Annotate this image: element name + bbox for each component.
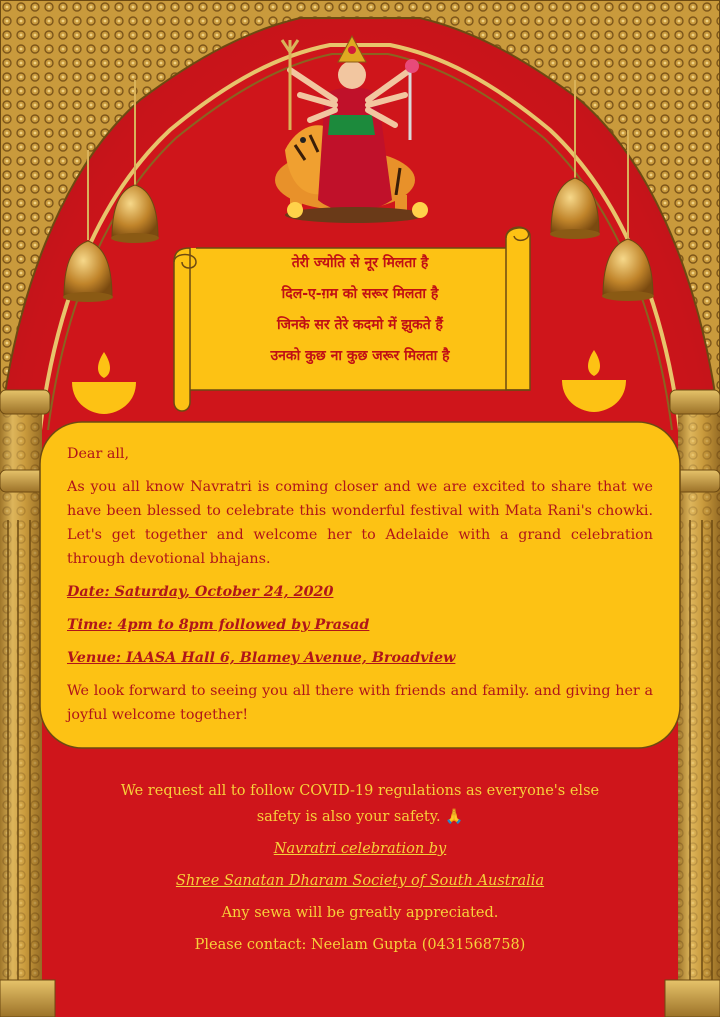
covid-notice [60,778,660,830]
invitation-letter [47,424,673,746]
poem-line: तेरी ज्योति से नूर मिलता है [291,255,429,271]
sewa-note: Any sewa will be greatly appreciated. [221,905,499,921]
event-venue: Venue: IAASA Hall 6, Blamey Avenue, Broadview [67,650,456,666]
poem-line: जिनके सर तेरे कदमो में झुकते हैं [277,317,443,333]
society-name: Shree Sanatan Dharam Society of South Australia [175,873,545,889]
covid-line-1: We request all to follow COVID-19 regulations as everyone's else [120,783,600,799]
event-time: Time: 4pm to 8pm followed by Prasad [67,617,370,633]
contact-info: Please contact: Neelam Gupta (0431568758) [194,937,526,953]
devotional-poem [200,248,520,372]
celebration-by: Navratri celebration by [273,841,447,857]
footer [60,778,660,964]
poem-line: उनको कुछ ना कुछ जरूर मिलता है [270,348,450,364]
event-date: Date: Saturday, October 24, 2020 [67,584,334,600]
greeting: Dear all, [67,446,130,462]
closing-paragraph: We look forward to seeing you all there with friends and family. and giving her a joyful welcome together! [67,683,653,723]
intro-paragraph: As you all know Navratri is coming closer and we are excited to share that we have been blessed to celebrate this wonderful festival with Mata Rani's chowki. Let's get together and welcome her to Adelaide with a grand celebration through devotional bhajans. [67,479,653,567]
poem-line: दिल-ए-ग़म को सरूर मिलता है [281,286,439,302]
covid-line-2: safety is also your safety. 🙏 [256,809,464,825]
